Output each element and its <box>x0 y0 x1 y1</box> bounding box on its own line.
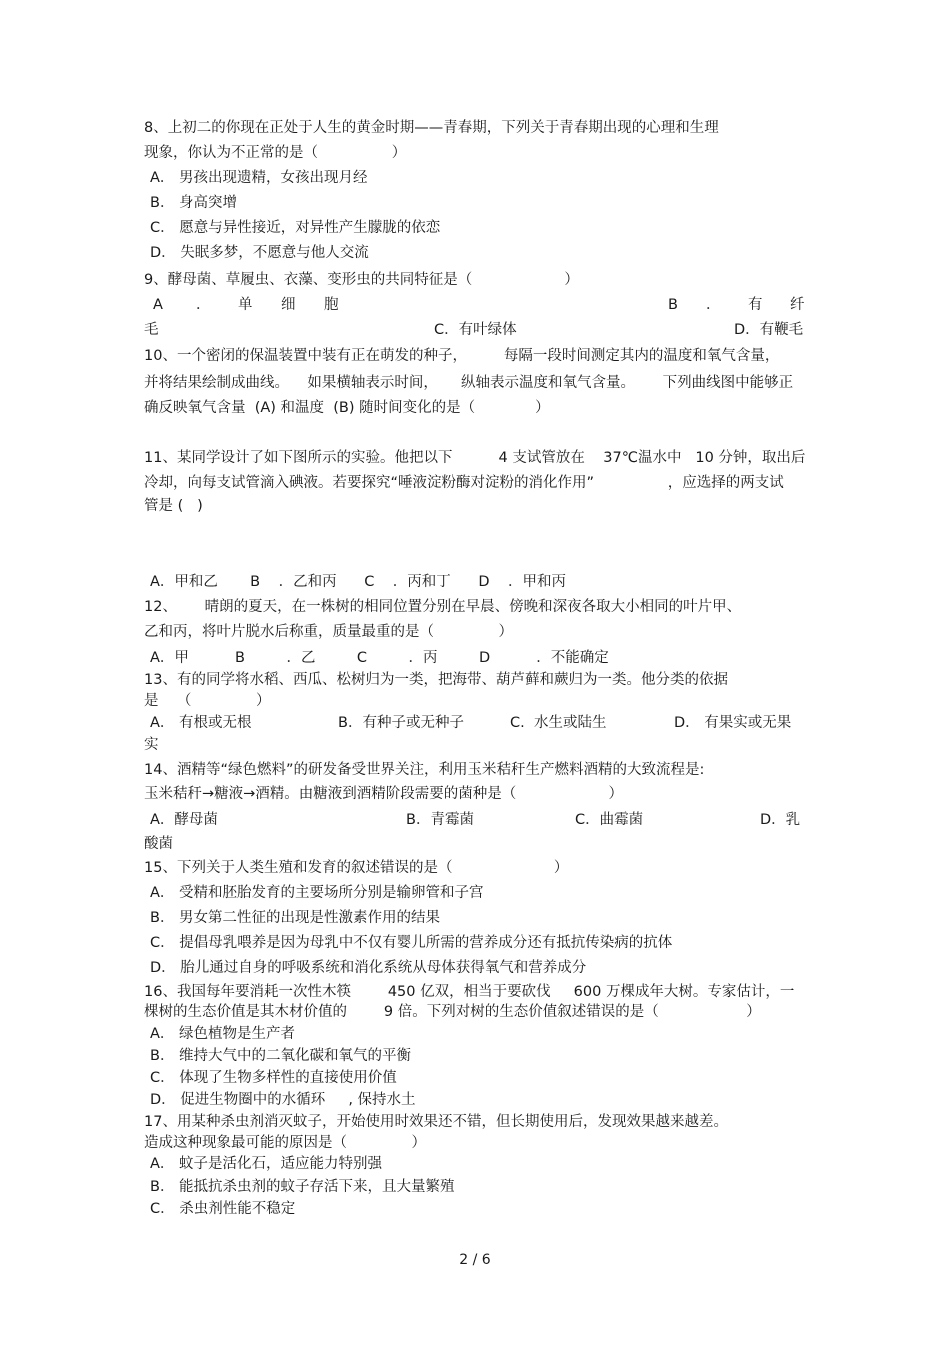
question-17-line-2: 造成这种现象最可能的原因是（ ） <box>144 1135 427 1151</box>
question-15-line-1: 15、下列关于人类生殖和发育的叙述错误的是（ ） <box>144 860 569 876</box>
question-13-option-a: A． 有根或无根 <box>150 715 252 731</box>
question-14-option-d: D．乳 <box>760 812 801 828</box>
question-9-option-b-char-2: 纤 <box>790 297 805 313</box>
question-8-line-2: 现象，你认为不正常的是（ ） <box>144 145 407 161</box>
question-13-option-b: B．有种子或无种子 <box>338 715 464 731</box>
question-16-option-b: B． 维持大气中的二氧化碳和氧气的平衡 <box>150 1048 412 1064</box>
question-14-line-1: 14、酒精等“绿色燃料”的研发备受世界关注，利用玉米秸秆生产燃料酒精的大致流程是: <box>144 762 705 778</box>
question-13-option-d-continuation: 实 <box>144 737 159 753</box>
question-13-line-1: 13、有的同学将水稻、西瓜、松树归为一类，把海带、葫芦藓和蕨归为一类。他分类的依据 <box>144 672 728 688</box>
question-11-line-3: 管是 ( ) <box>144 498 203 514</box>
question-17-option-b: B． 能抵抗杀虫剂的蚊子存活下来，且大量繁殖 <box>150 1179 455 1195</box>
question-9-option-a-char-1: 单 <box>238 297 253 313</box>
question-13-option-c: C. 水生或陆生 <box>510 715 607 731</box>
question-11-options: A．甲和乙 B ．乙和丙 C ．丙和丁 D ．甲和丙 <box>150 574 567 590</box>
question-8-option-d: D． 失眠多梦，不愿意与他人交流 <box>150 245 369 261</box>
question-11-line-1: 11、某同学设计了如下图所示的实验。他把以下 4 支试管放在 37℃温水中 10 分钟，取出后 <box>144 450 806 466</box>
question-13-option-d: D． 有果实或无果 <box>674 715 792 731</box>
question-9-option-b-char-1: 有 <box>748 297 763 313</box>
question-10-line-2: 并将结果绘制成曲线。 如果横轴表示时间， 纵轴表示温度和氧气含量。 下列曲线图中能够正 <box>144 375 794 391</box>
question-17-option-c: C． 杀虫剂性能不稳定 <box>150 1201 296 1217</box>
question-17-option-a: A． 蚊子是活化石，适应能力特别强 <box>150 1156 383 1172</box>
question-12-options: A．甲 B ．乙 C ．丙 D ．不能确定 <box>150 650 609 666</box>
question-13-line-2: 是 （ ） <box>144 693 271 709</box>
page-number: 2 / 6 <box>459 1252 491 1268</box>
question-9-option-b-continuation: 毛 <box>144 322 159 338</box>
question-14-option-a: A．酵母菌 <box>150 812 218 828</box>
question-14-line-2: 玉米秸秆→糖液→酒精。由糖液到酒精阶段需要的菌种是（ ） <box>144 786 623 802</box>
question-16-option-a: A． 绿色植物是生产者 <box>150 1026 296 1042</box>
question-15-option-d: D． 胎儿通过自身的呼吸系统和消化系统从母体获得氧气和营养成分 <box>150 960 587 976</box>
question-9-line-1: 9、酵母菌、草履虫、衣藻、变形虫的共同特征是（ ） <box>144 272 579 288</box>
question-14-option-c: C．曲霉菌 <box>575 812 644 828</box>
question-8-line-1: 8、上初二的你现在正处于人生的黄金时期——青春期，下列关于青春期出现的心理和生理 <box>144 120 719 136</box>
question-9-option-d: D．有鞭毛 <box>734 322 804 338</box>
question-16-line-2: 棵树的生态价值是其木材价值的 9 倍。下列对树的生态价值叙述错误的是（ ） <box>144 1004 761 1020</box>
question-15-option-b: B． 男女第二性征的出现是性激素作用的结果 <box>150 910 441 926</box>
question-14-option-b: B．青霉菌 <box>406 812 474 828</box>
question-9-option-a-char-2: 细 <box>281 297 296 313</box>
question-16-option-c: C． 体现了生物多样性的直接使用价值 <box>150 1070 397 1086</box>
question-8-option-b: B． 身高突增 <box>150 195 238 211</box>
question-9-option-a-char-3: 胞 <box>324 297 339 313</box>
question-10-line-1: 10、一个密闭的保温装置中装有正在萌发的种子， 每隔一段时间测定其内的温度和氧气含量， <box>144 348 780 364</box>
question-15-option-a: A． 受精和胚胎发育的主要场所分别是输卵管和子宫 <box>150 885 484 901</box>
question-9-option-b-letter: B <box>668 297 678 313</box>
question-14-option-d-continuation: 酸菌 <box>144 836 173 852</box>
question-15-option-c: C． 提倡母乳喂养是因为母乳中不仅有婴儿所需的营养成分还有抵抗传染病的抗体 <box>150 935 673 951</box>
question-17-line-1: 17、用某种杀虫剂消灭蚊子，开始使用时效果还不错，但长期使用后，发现效果越来越差。 <box>144 1114 728 1130</box>
question-12-line-1: 12、 晴朗的夏天，在一株树的相同位置分别在早晨、傍晚和深夜各取大小相同的叶片甲、 <box>144 599 742 615</box>
question-16-option-d: D． 促进生物圈中的水循环 , 保持水土 <box>150 1092 416 1108</box>
question-12-line-2: 乙和丙，将叶片脱水后称重，质量最重的是（ ） <box>144 624 514 640</box>
question-10-line-3: 确反映氧气含量 (A) 和温度 (B) 随时间变化的是（ ） <box>144 400 550 416</box>
question-9-option-b-dot: ． <box>706 297 721 313</box>
question-8-option-a: A． 男孩出现遗精，女孩出现月经 <box>150 170 368 186</box>
question-11-line-2: 冷却，向每支试管滴入碘液。若要探究“唾液淀粉酶对淀粉的消化作用” ，应选择的两支试 <box>144 475 784 491</box>
question-9-option-c: C．有叶绿体 <box>434 322 517 338</box>
question-8-option-c: C． 愿意与异性接近，对异性产生朦胧的依恋 <box>150 220 441 236</box>
question-16-line-1: 16、我国每年要消耗一次性木筷 450 亿双，相当于要砍伐 600 万棵成年大树。专家估计，一 <box>144 984 795 1000</box>
question-9-option-a-dot: ． <box>196 297 211 313</box>
question-9-option-a-letter: A <box>153 297 163 313</box>
